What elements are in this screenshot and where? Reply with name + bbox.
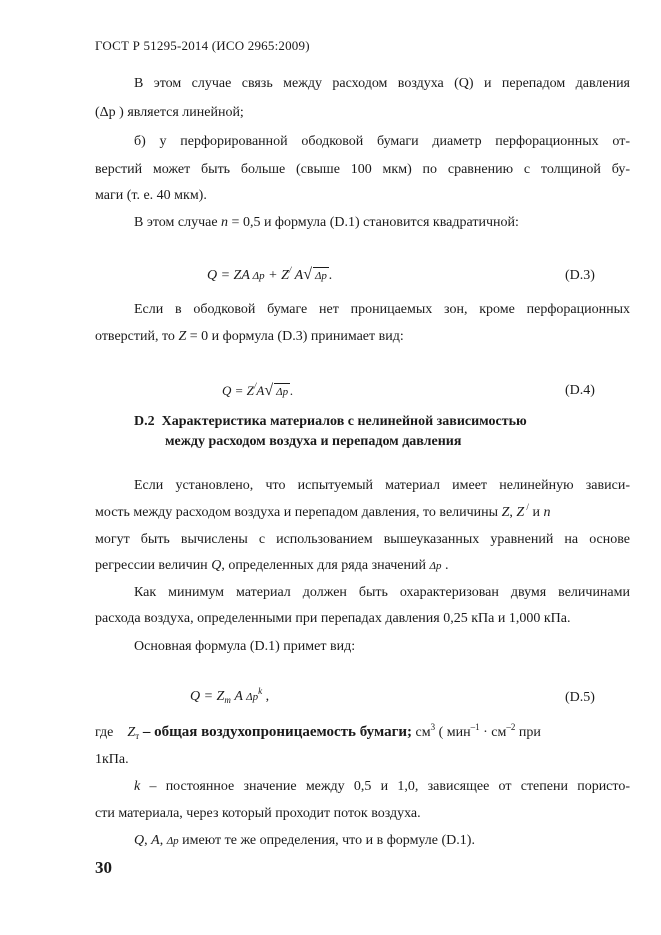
last-line [134, 832, 630, 850]
unit-expm2: –2 [506, 722, 516, 732]
section-number: D.2 [134, 414, 155, 429]
para6-line2: расхода воздуха, определенными при перепадах давления 0,25 кПа и 1,000 кПа. [95, 611, 571, 626]
unit-c: · см [479, 725, 507, 740]
para5-and: и [528, 505, 544, 520]
eq-d4-a: A [256, 383, 265, 398]
para1-line2: (Δp ) является линейной; [95, 105, 244, 120]
unit-b: ( мин [435, 725, 471, 740]
eq-d4-prime: / [253, 381, 257, 391]
where-line2: 1кПа. [95, 752, 129, 767]
sqrt-icon: √ [264, 382, 274, 399]
var-z: Z [501, 505, 510, 520]
para5-line1: Если установлено, что испытуемый материал имеет нелинейную зависи- [134, 478, 630, 493]
eq-d3-dot: . [328, 268, 333, 283]
para5-text-e: , определенных для ряда значений [221, 558, 430, 573]
eq-d4-dp: Δp [274, 383, 290, 400]
para6-line1: Как минимум материал должен быть охарактеризован двумя величинами [134, 585, 630, 600]
where-word: где [95, 725, 114, 740]
eq-d4-lhs: Q = Z [222, 383, 254, 398]
section-title-line1: Характеристика материалов с нелинейной зависимостью [161, 414, 527, 429]
eq-d5-dp: Δp [246, 691, 259, 703]
para4-text-b: = 0 и формула (D.3) принимает вид: [186, 329, 404, 344]
eq-d5-k: k [258, 686, 263, 696]
var-z: Z [178, 329, 187, 344]
eq-d5-number: (D.5) [565, 690, 595, 705]
para5-line4 [95, 557, 630, 575]
last-sep1: , [144, 833, 152, 848]
section-title-line2: между расходом воздуха и перепадом давления [165, 434, 462, 449]
eq-d3-lhs: Q = ZA [207, 268, 250, 283]
var-zt: Z [127, 725, 136, 740]
unit-exp3: 3 [430, 722, 436, 732]
eq-d4-dot: . [290, 383, 294, 398]
para2-line3: маги (т. е. 40 мкм). [95, 188, 207, 203]
eq-d5-a: A [230, 689, 247, 704]
para4-text-a: отверстий, то [95, 329, 179, 344]
var-n: n [221, 215, 229, 230]
para3-text-b: = 0,5 и формула (D.1) становится квадратичной: [228, 215, 519, 230]
unit-d: при [515, 725, 541, 740]
eq-d3-number: (D.3) [565, 268, 595, 283]
para5-text-d: регрессии величин [95, 558, 212, 573]
where-bold-text: – общая воздухопроницаемость бумаги; [139, 724, 413, 740]
para5-line3: могут быть вычислены с использованием вышеуказанных уравнений на основе [95, 532, 630, 547]
equation-d3 [207, 266, 332, 284]
var-q: Q [211, 558, 222, 573]
equation-d4 [222, 382, 293, 400]
eq-d3-a: A [291, 268, 304, 283]
para3-line [134, 214, 630, 232]
sqrt-icon: √ [303, 266, 312, 283]
para4-line1: Если в ободковой бумаге нет проницаемых зон, кроме перфорационных [134, 302, 630, 317]
last-sep2: , [159, 833, 167, 848]
k-def-text: – постоянное значение между 0,5 и 1,0, зависящее от степени пористо- [140, 779, 630, 794]
last-text: имеют те же определения, что и в формуле (D.1). [178, 833, 475, 848]
para2-line1: б) у перфорированной ободковой бумаги диаметр перфорационных от- [134, 134, 630, 149]
para5-text-f: . [441, 558, 449, 573]
eq-d3-dp1: Δp [249, 270, 265, 282]
unit-a: см [412, 725, 431, 740]
var-dp: Δp [429, 560, 442, 572]
var-zt-sub: т [135, 731, 140, 741]
eq-d3-dp2: Δp [313, 267, 329, 284]
eq-d5-lhs: Q = Z [190, 689, 225, 704]
page-header: ГОСТ Р 51295-2014 (ИСО 2965:2009) [95, 38, 310, 53]
var-a: A [151, 833, 160, 848]
eq-d4-number: (D.4) [565, 383, 595, 398]
k-def-line1 [134, 778, 630, 796]
page-number: 30 [95, 858, 112, 877]
eq-d5-comma: , [262, 689, 270, 704]
var-n: n [543, 505, 551, 520]
para5-text-a: мость между расходом воздуха и перепадом давления, то величины [95, 505, 502, 520]
equation-d5 [190, 686, 270, 705]
para3-text-a: В этом случае [134, 215, 222, 230]
para4-line2 [95, 328, 630, 346]
para5-line2 [95, 504, 630, 522]
var-q: Q [134, 833, 145, 848]
where-line1 [95, 723, 630, 742]
para5-prime: / [524, 502, 529, 512]
eq-d5-sub: т [224, 695, 231, 705]
para2-line2: верстий может быть больше (свыше 100 мкм) по сравнению с толщиной бу- [95, 162, 630, 177]
section-heading-line1 [134, 414, 527, 430]
var-z-prime: Z [516, 505, 525, 520]
para7-line: Основная формула (D.1) примет вид: [134, 639, 356, 654]
eq-d3-mid: + Z [264, 268, 289, 283]
eq-d3-prime: / [288, 265, 292, 275]
para1-line1: В этом случае связь между расходом воздуха (Q) и перепадом давления [134, 76, 630, 91]
var-k: k [134, 779, 141, 794]
k-def-line2: сти материала, через который проходит поток воздуха. [95, 806, 421, 821]
unit-expm1: –1 [470, 722, 480, 732]
var-dp: Δp [166, 835, 179, 847]
para5-sep: , [509, 505, 517, 520]
